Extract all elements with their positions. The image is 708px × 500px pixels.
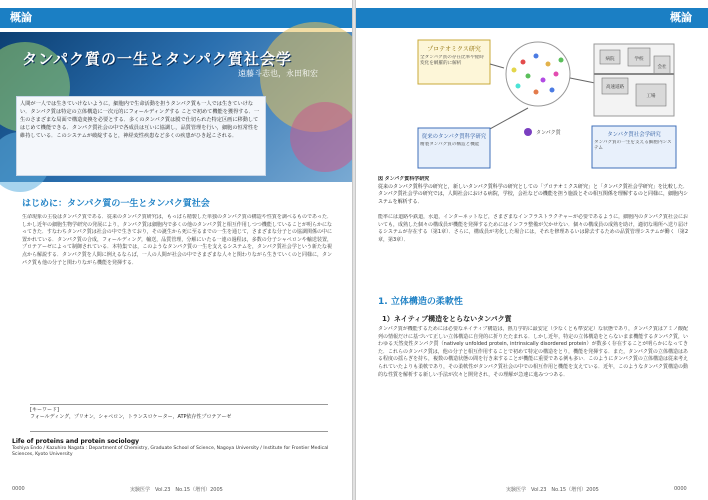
protein-dot — [521, 60, 526, 65]
section-heading-text: はじめに：タンパク質の一生とタンパク質社会 — [22, 199, 210, 209]
traditional-sub — [420, 142, 488, 166]
protein-dot — [541, 78, 546, 83]
protein-dot — [550, 88, 555, 93]
footer-page-number: 0000 — [12, 486, 25, 492]
right-page — [356, 0, 708, 500]
city-label-factory: 工場 — [646, 94, 656, 99]
city-label-hospital: 病院 — [605, 57, 615, 62]
city-label-highway: 高速道路 — [606, 85, 624, 90]
body-text: 生命現象の主役はタンパク質である．従来のタンパク質研究は，もっぱら精製した単独のタンパク質の構造や性質を調べるものであった．しかし近年の細胞生物学研究の発展により，タンパク質は細胞内で多くの他のタンパク質と相互作用しつつ機能していることが明らかになってきた．すなわちタンパク質は社会の中で生きており，その誕生から死に至るまでの一生を通じて，さまざまな分子との協調関係の中に置かれている．タンパク質の合成，フォールディング，輸送，品質管理，分解にいたる一連の過程は，多数の分子シャペロンや輸送装置，プロテアーゼによって制御されている．本特集では，このようなタンパク質の一生を支えるシステムを，タンパク質社会学という新たな視点から解説する．タンパク質を人間に例えるならば，一人の人間が社会の中でさまざまな人々と関わりながら生きていくのと同様に，タンパク質も他の分子と関わりながら機能を発揮する． — [22, 214, 332, 266]
body-text-top: 能率には道路や鉄道，水道，インターネットなど，さまざまなインフラストラクチャーが必要であるように，細胞内のタンパク質社会においても，成熟した個々の構成員が機能を発揮するためにはインフラ整備が欠かせない．個々の構成員の成熟を助け，適切な場所へ送り届けるシステムが存在する（第1章）．さらに，構成員が劣化した場合には，それを修理あるいは除去するための品質管理システムが働く（第2章，第3章）． — [378, 214, 688, 243]
right-page-tab: 概論 — [356, 8, 708, 28]
keywords-list: フォールディング，プリオン，シャペロン，トランスロケーター，ATP依存性プロテアーゼ — [30, 414, 232, 420]
proteomics-sub — [420, 55, 488, 83]
legend-protein: タンパク質 — [536, 130, 561, 136]
sociology-label: タンパク質社会学研究 — [607, 132, 661, 138]
protein-dot — [512, 68, 517, 73]
protein-dot — [534, 90, 539, 95]
protein-dot — [516, 84, 521, 89]
left-page — [0, 0, 352, 500]
protein-dot — [559, 58, 564, 63]
figure-caption-label: 図 — [378, 176, 384, 182]
protein-illustration-blob — [290, 102, 352, 172]
proteomics-label: プロテオミクス研究 — [427, 46, 481, 53]
body-text-main: タンパク質が機能するためには必要なネイティブ構造は，熱力学的に最安定（少なくとも準安定）な状態であり，タンパク質はアミノ酸配列の情報だけに基づいて正しい立体構造に自発的に折りたたまれる．しかし近年，特定の立体構造をとらないまま機能するタンパク質，いわゆる天然変性タンパク質（natively unfolded protein, intrinsically disordered protein）が数多く存在することが明らかになってきた．これらのタンパク質は，他の分子と相互作用することで初めて特定の構造をとり，機能を発揮する．また，タンパク質の立体構造はある程度の揺らぎを持ち，複数の構造状態の間を行き来することが機能に重要である例も多い．このようにタンパク質の立体構造は従来考えられていたよりも柔軟であり，その柔軟性がタンパク質社会の中での相互作用と機能を支えている．近年，このようなタンパク質構造の動的な性質を解析する新しい手法が次々と開発され，その理解が急速に進みつつある． — [378, 326, 688, 378]
traditional-sub-text: 精製タンパク質の構造と機能 — [420, 142, 480, 147]
city-label-company: 会社 — [657, 65, 667, 70]
protein-dot — [534, 54, 539, 59]
section-heading-1: 1. 立体構造の柔軟性 — [378, 297, 463, 307]
left-page-tab: 概論 — [0, 8, 352, 28]
english-authors: Toshiya Endo / Kazuhiro Nagata : Department of Chemistry, Graduate School of Science, Nagoya University / Institute for Frontier Medical Sciences, Kyoto University — [12, 446, 329, 457]
single-protein-dot — [524, 128, 532, 136]
proteomics-sub-text: 全タンパク質の存在比率や経時変化を網羅的に解析 — [420, 55, 484, 66]
arrow-proteomics — [490, 64, 504, 68]
abstract-box: 人間が一人では生きていけないように，細胞内で生命活動を担うタンパク質も一人では生きていけない．タンパク質は特定の立体構造に一次元的にフォールディングする ことで初めて機能を獲得する．一生のさまざまな局面で構造変換を必要とする．多くのタンパク質は膜で仕切られた特定区画に移動してはじめて機能できる．タンパク質社会の中で各成員は互いに協調し，品質管理を行い，細胞の恒常性を維持している．このシステムが破綻すると，神経変性疾患など多くの疾患がひき起こされる． — [16, 96, 266, 176]
sociology-sub — [594, 140, 674, 166]
english-title: Life of proteins and protein sociology — [12, 438, 140, 445]
figure-diagram — [378, 34, 678, 172]
figure-caption — [378, 176, 688, 206]
article-authors: 遠藤斗志也，永田和宏 — [238, 69, 318, 78]
article-title: タンパク質の一生とタンパク質社会学 — [22, 50, 292, 68]
keywords-label: [キーワード] — [30, 407, 59, 413]
footer-journal-right: 実験医学 Vol.23 No.15（増刊）2005 — [506, 487, 599, 493]
subheading-1-1: 1）ネイティブ構造をとらないタンパク質 — [382, 315, 512, 323]
section-heading — [22, 196, 210, 209]
city-label-school: 学校 — [634, 57, 644, 62]
footer-page-number-right: 0000 — [674, 486, 687, 492]
figure-caption-title: タンパク質科学研究 — [384, 176, 430, 182]
protein-dot — [526, 74, 531, 79]
protein-cloud — [506, 42, 570, 106]
figure-caption-text: 従来のタンパク質科学の研究と，新しいタンパク質科学の研究としての「プロテオミクス研究」と「タンパク質社会学研究」を比較した．タンパク質社会学の研究では，人間社会における病院，学校，会社などの機能を担う施設とその相互関係を理解するのと同様に，細胞内システムを解析する． — [378, 183, 688, 205]
arrow-traditional — [488, 108, 528, 130]
traditional-label: 従来のタンパク質科学研究 — [421, 134, 487, 140]
protein-dot — [554, 72, 559, 77]
protein-dot — [546, 62, 551, 67]
footer-journal: 実験医学 Vol.23 No.15（増刊）2005 — [130, 487, 223, 493]
keywords-box — [30, 404, 328, 432]
sociology-sub-text: タンパク質の一生を支える細胞内システム — [594, 140, 672, 151]
